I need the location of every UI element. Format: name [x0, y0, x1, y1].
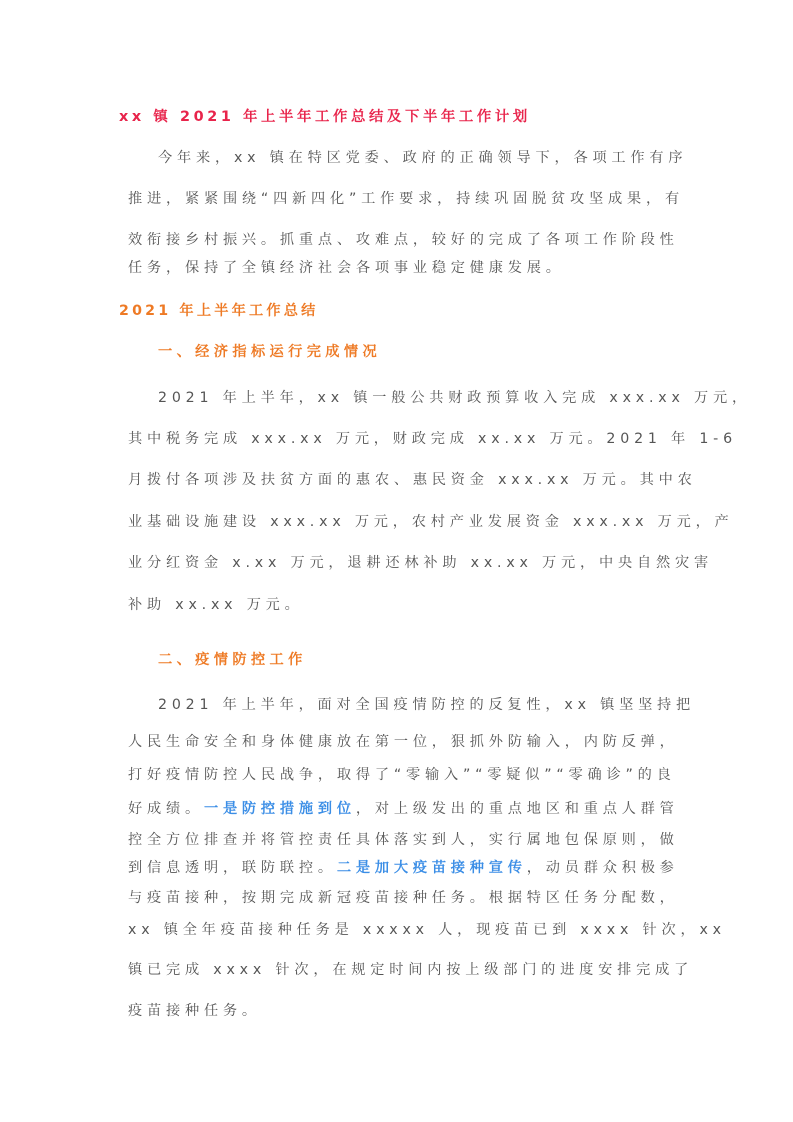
part1-line-2: 其中税务完成 xxx.xx 万元，财政完成 xx.xx 万元。2021 年 1-6	[128, 431, 737, 447]
part2-line-1: 2021 年上半年，面对全国疫情防控的反复性，xx 镇坚坚持把	[158, 697, 696, 713]
part2-line-7: 与疫苗接种，按期完成新冠疫苗接种任务。根据特区任务分配数，	[128, 890, 679, 906]
part2-line-4-pre: 好成绩。	[128, 801, 204, 817]
part1-line-6: 补助 xx.xx 万元。	[128, 597, 304, 613]
part2-line-4-post: ，对上级发出的重点地区和重点人群管	[355, 801, 679, 817]
intro-line-1: 今年来，xx 镇在特区党委、政府的正确领导下，各项工作有序	[158, 150, 688, 166]
part2-line-10: 疫苗接种任务。	[128, 1003, 261, 1019]
part2-line-5: 控全方位排查并将管控责任具体落实到人，实行属地包保原则，做	[128, 832, 679, 848]
part2-line-2: 人民生命安全和身体健康放在第一位，狠抓外防输入，内防反弹，	[128, 734, 679, 750]
part1-line-1: 2021 年上半年，xx 镇一般公共财政预算收入完成 xxx.xx 万元，	[158, 390, 751, 406]
part2-line-3: 打好疫情防控人民战争，取得了“零输入”“零疑似”“零确诊”的良	[128, 767, 676, 783]
section-title: 2021 年上半年工作总结	[119, 303, 319, 319]
part1-line-4: 业基础设施建设 xxx.xx 万元，农村产业发展资金 xxx.xx 万元，产	[128, 514, 734, 530]
part2-line-6-post: ，动员群众积极参	[526, 860, 679, 876]
intro-line-2: 推进，紧紧围绕“四新四化”工作要求，持续巩固脱贫攻坚成果，有	[128, 191, 684, 207]
document-title: xx 镇 2021 年上半年工作总结及下半年工作计划	[119, 109, 531, 125]
part2-line-8: xx 镇全年疫苗接种任务是 xxxxx 人，现疫苗已到 xxxx 针次，xx	[128, 922, 726, 938]
part1-heading: 一、经济指标运行完成情况	[158, 344, 382, 360]
intro-line-4: 任务，保持了全镇经济社会各项事业稳定健康发展。	[128, 260, 565, 276]
part2-line-6	[128, 856, 679, 880]
part2-heading: 二、疫情防控工作	[158, 652, 307, 668]
highlight-vaccination: 二是加大疫苗接种宣传	[336, 860, 527, 876]
part1-line-3: 月拨付各项涉及扶贫方面的惠农、惠民资金 xxx.xx 万元。其中农	[128, 472, 697, 488]
intro-line-3: 效衔接乡村振兴。抓重点、攻难点，较好的完成了各项工作阶段性	[128, 232, 679, 248]
part1-line-5: 业分红资金 x.xx 万元，退耕还林补助 xx.xx 万元，中央自然灾害	[128, 555, 713, 571]
part2-line-9: 镇已完成 xxxx 针次，在规定时间内按上级部门的进度安排完成了	[128, 962, 694, 978]
part2-line-4	[128, 797, 679, 821]
highlight-measures: 一是防控措施到位	[203, 801, 356, 817]
part2-line-6-pre: 到信息透明，联防联控。	[128, 860, 337, 876]
